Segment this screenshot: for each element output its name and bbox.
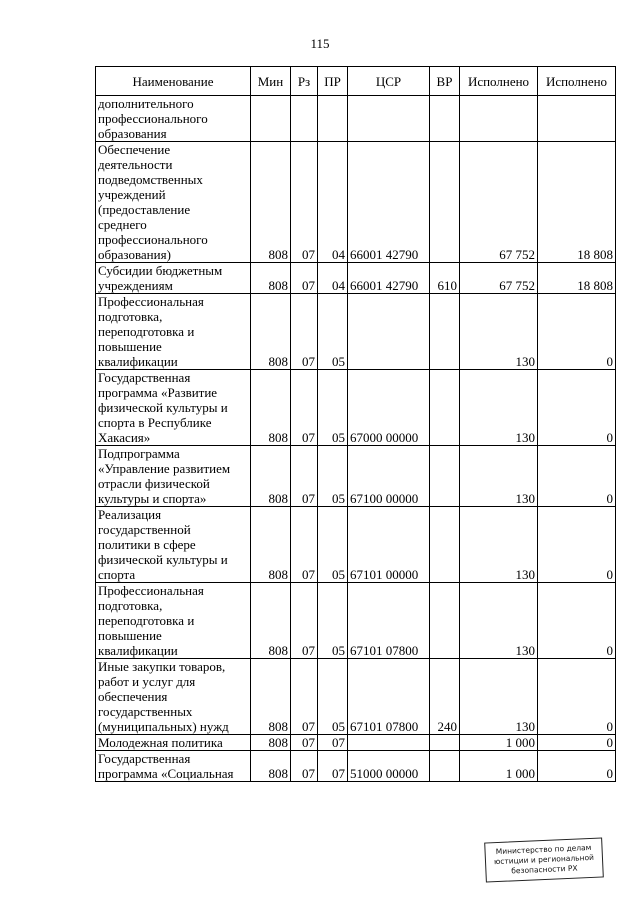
row-pr-cell: 05 — [318, 446, 348, 507]
row-executed-2-cell: 0 — [538, 507, 616, 583]
header-pr: ПР — [318, 67, 348, 96]
row-csr-cell — [348, 294, 430, 370]
ministry-stamp — [484, 837, 604, 882]
row-vr-cell: 610 — [430, 263, 460, 294]
row-csr-cell — [348, 735, 430, 751]
table-row — [96, 507, 616, 583]
stamp-line: юстиции и региональной — [493, 852, 595, 867]
row-vr-cell — [430, 735, 460, 751]
row-rz-cell: 07 — [291, 751, 318, 782]
row-executed-1-cell: 1 000 — [460, 735, 538, 751]
row-min-cell: 808 — [251, 583, 291, 659]
row-executed-2-cell: 0 — [538, 659, 616, 735]
row-name-cell: дополнительного профессионального образования — [96, 96, 251, 142]
row-executed-2-cell: 0 — [538, 294, 616, 370]
row-executed-2-cell: 0 — [538, 446, 616, 507]
row-vr-cell — [430, 507, 460, 583]
row-pr-cell: 05 — [318, 507, 348, 583]
row-name-cell: Реализация государственной политики в сфере физической культуры и спорта — [96, 507, 251, 583]
row-min-cell: 808 — [251, 142, 291, 263]
row-executed-1-cell: 67 752 — [460, 142, 538, 263]
row-executed-1-cell: 130 — [460, 583, 538, 659]
row-pr-cell: 07 — [318, 751, 348, 782]
row-executed-2-cell: 18 808 — [538, 263, 616, 294]
row-rz-cell: 07 — [291, 507, 318, 583]
row-executed-1-cell: 130 — [460, 659, 538, 735]
row-min-cell: 808 — [251, 659, 291, 735]
stamp-line: безопасности РХ — [511, 863, 578, 876]
row-min-cell: 808 — [251, 446, 291, 507]
header-executed-2: Исполнено — [538, 67, 616, 96]
row-rz-cell: 07 — [291, 142, 318, 263]
row-pr-cell: 04 — [318, 263, 348, 294]
row-vr-cell — [430, 142, 460, 263]
row-name-cell: Профессиональная подготовка, переподготовка и повышение квалификации — [96, 583, 251, 659]
row-executed-2-cell: 0 — [538, 735, 616, 751]
row-min-cell: 808 — [251, 370, 291, 446]
row-executed-1-cell: 1 000 — [460, 751, 538, 782]
row-rz-cell: 07 — [291, 583, 318, 659]
table-row — [96, 263, 616, 294]
row-vr-cell — [430, 370, 460, 446]
row-min-cell: 808 — [251, 751, 291, 782]
header-vr: ВР — [430, 67, 460, 96]
row-name-cell: Субсидии бюджетным учреждениям — [96, 263, 251, 294]
row-pr-cell: 05 — [318, 659, 348, 735]
row-name-cell: Иные закупки товаров, работ и услуг для обеспечения государственных (муниципальных) нужд — [96, 659, 251, 735]
row-executed-1-cell: 130 — [460, 294, 538, 370]
row-rz-cell: 07 — [291, 263, 318, 294]
row-csr-cell: 67101 07800 — [348, 659, 430, 735]
header-name: Наименование — [96, 67, 251, 96]
header-csr: ЦСР — [348, 67, 430, 96]
row-executed-1-cell: 130 — [460, 507, 538, 583]
table-row — [96, 751, 616, 782]
table-row — [96, 659, 616, 735]
row-pr-cell: 05 — [318, 583, 348, 659]
row-executed-1-cell: 67 752 — [460, 263, 538, 294]
row-csr-cell: 67101 00000 — [348, 507, 430, 583]
table-row — [96, 96, 616, 142]
header-min: Мин — [251, 67, 291, 96]
table-row — [96, 294, 616, 370]
row-csr-cell: 67100 00000 — [348, 446, 430, 507]
page-number: 115 — [310, 36, 330, 51]
row-vr-cell: 240 — [430, 659, 460, 735]
row-csr-cell: 67000 00000 — [348, 370, 430, 446]
row-executed-1-cell — [460, 96, 538, 142]
header-rz: Рз — [291, 67, 318, 96]
row-pr-cell: 05 — [318, 294, 348, 370]
row-rz-cell: 07 — [291, 735, 318, 751]
row-executed-1-cell: 130 — [460, 370, 538, 446]
row-pr-cell: 04 — [318, 142, 348, 263]
table-row — [96, 446, 616, 507]
row-name-cell: Государственная программа «Развитие физической культуры и спорта в Республике Хакасия» — [96, 370, 251, 446]
row-rz-cell: 07 — [291, 370, 318, 446]
row-vr-cell — [430, 583, 460, 659]
row-vr-cell — [430, 294, 460, 370]
row-pr-cell — [318, 96, 348, 142]
table-row — [96, 370, 616, 446]
row-executed-2-cell: 0 — [538, 751, 616, 782]
row-pr-cell: 05 — [318, 370, 348, 446]
row-name-cell: Обеспечение деятельности подведомственных учреждений (предоставление среднего профессионального образования) — [96, 142, 251, 263]
row-csr-cell — [348, 96, 430, 142]
table-header-row — [96, 67, 616, 96]
row-csr-cell: 66001 42790 — [348, 263, 430, 294]
row-vr-cell — [430, 446, 460, 507]
row-vr-cell — [430, 751, 460, 782]
row-executed-2-cell: 0 — [538, 370, 616, 446]
row-rz-cell — [291, 96, 318, 142]
budget-table — [95, 66, 616, 782]
row-min-cell: 808 — [251, 294, 291, 370]
table-row — [96, 735, 616, 751]
row-name-cell: Молодежная политика — [96, 735, 251, 751]
row-executed-2-cell: 0 — [538, 583, 616, 659]
row-executed-1-cell: 130 — [460, 446, 538, 507]
row-name-cell: Профессиональная подготовка, переподготовка и повышение квалификации — [96, 294, 251, 370]
row-rz-cell: 07 — [291, 446, 318, 507]
row-name-cell: Подпрограмма «Управление развитием отрасли физической культуры и спорта» — [96, 446, 251, 507]
row-executed-2-cell — [538, 96, 616, 142]
row-min-cell: 808 — [251, 263, 291, 294]
row-min-cell — [251, 96, 291, 142]
table-row — [96, 583, 616, 659]
row-min-cell: 808 — [251, 507, 291, 583]
row-pr-cell: 07 — [318, 735, 348, 751]
row-csr-cell: 67101 07800 — [348, 583, 430, 659]
row-min-cell: 808 — [251, 735, 291, 751]
row-executed-2-cell: 18 808 — [538, 142, 616, 263]
row-csr-cell: 51000 00000 — [348, 751, 430, 782]
table-body — [96, 96, 616, 782]
stamp-line: Министерство по делам — [495, 842, 592, 857]
header-executed-1: Исполнено — [460, 67, 538, 96]
row-rz-cell: 07 — [291, 659, 318, 735]
row-rz-cell: 07 — [291, 294, 318, 370]
row-csr-cell: 66001 42790 — [348, 142, 430, 263]
table-row — [96, 142, 616, 263]
row-name-cell: Государственная программа «Социальная — [96, 751, 251, 782]
row-vr-cell — [430, 96, 460, 142]
